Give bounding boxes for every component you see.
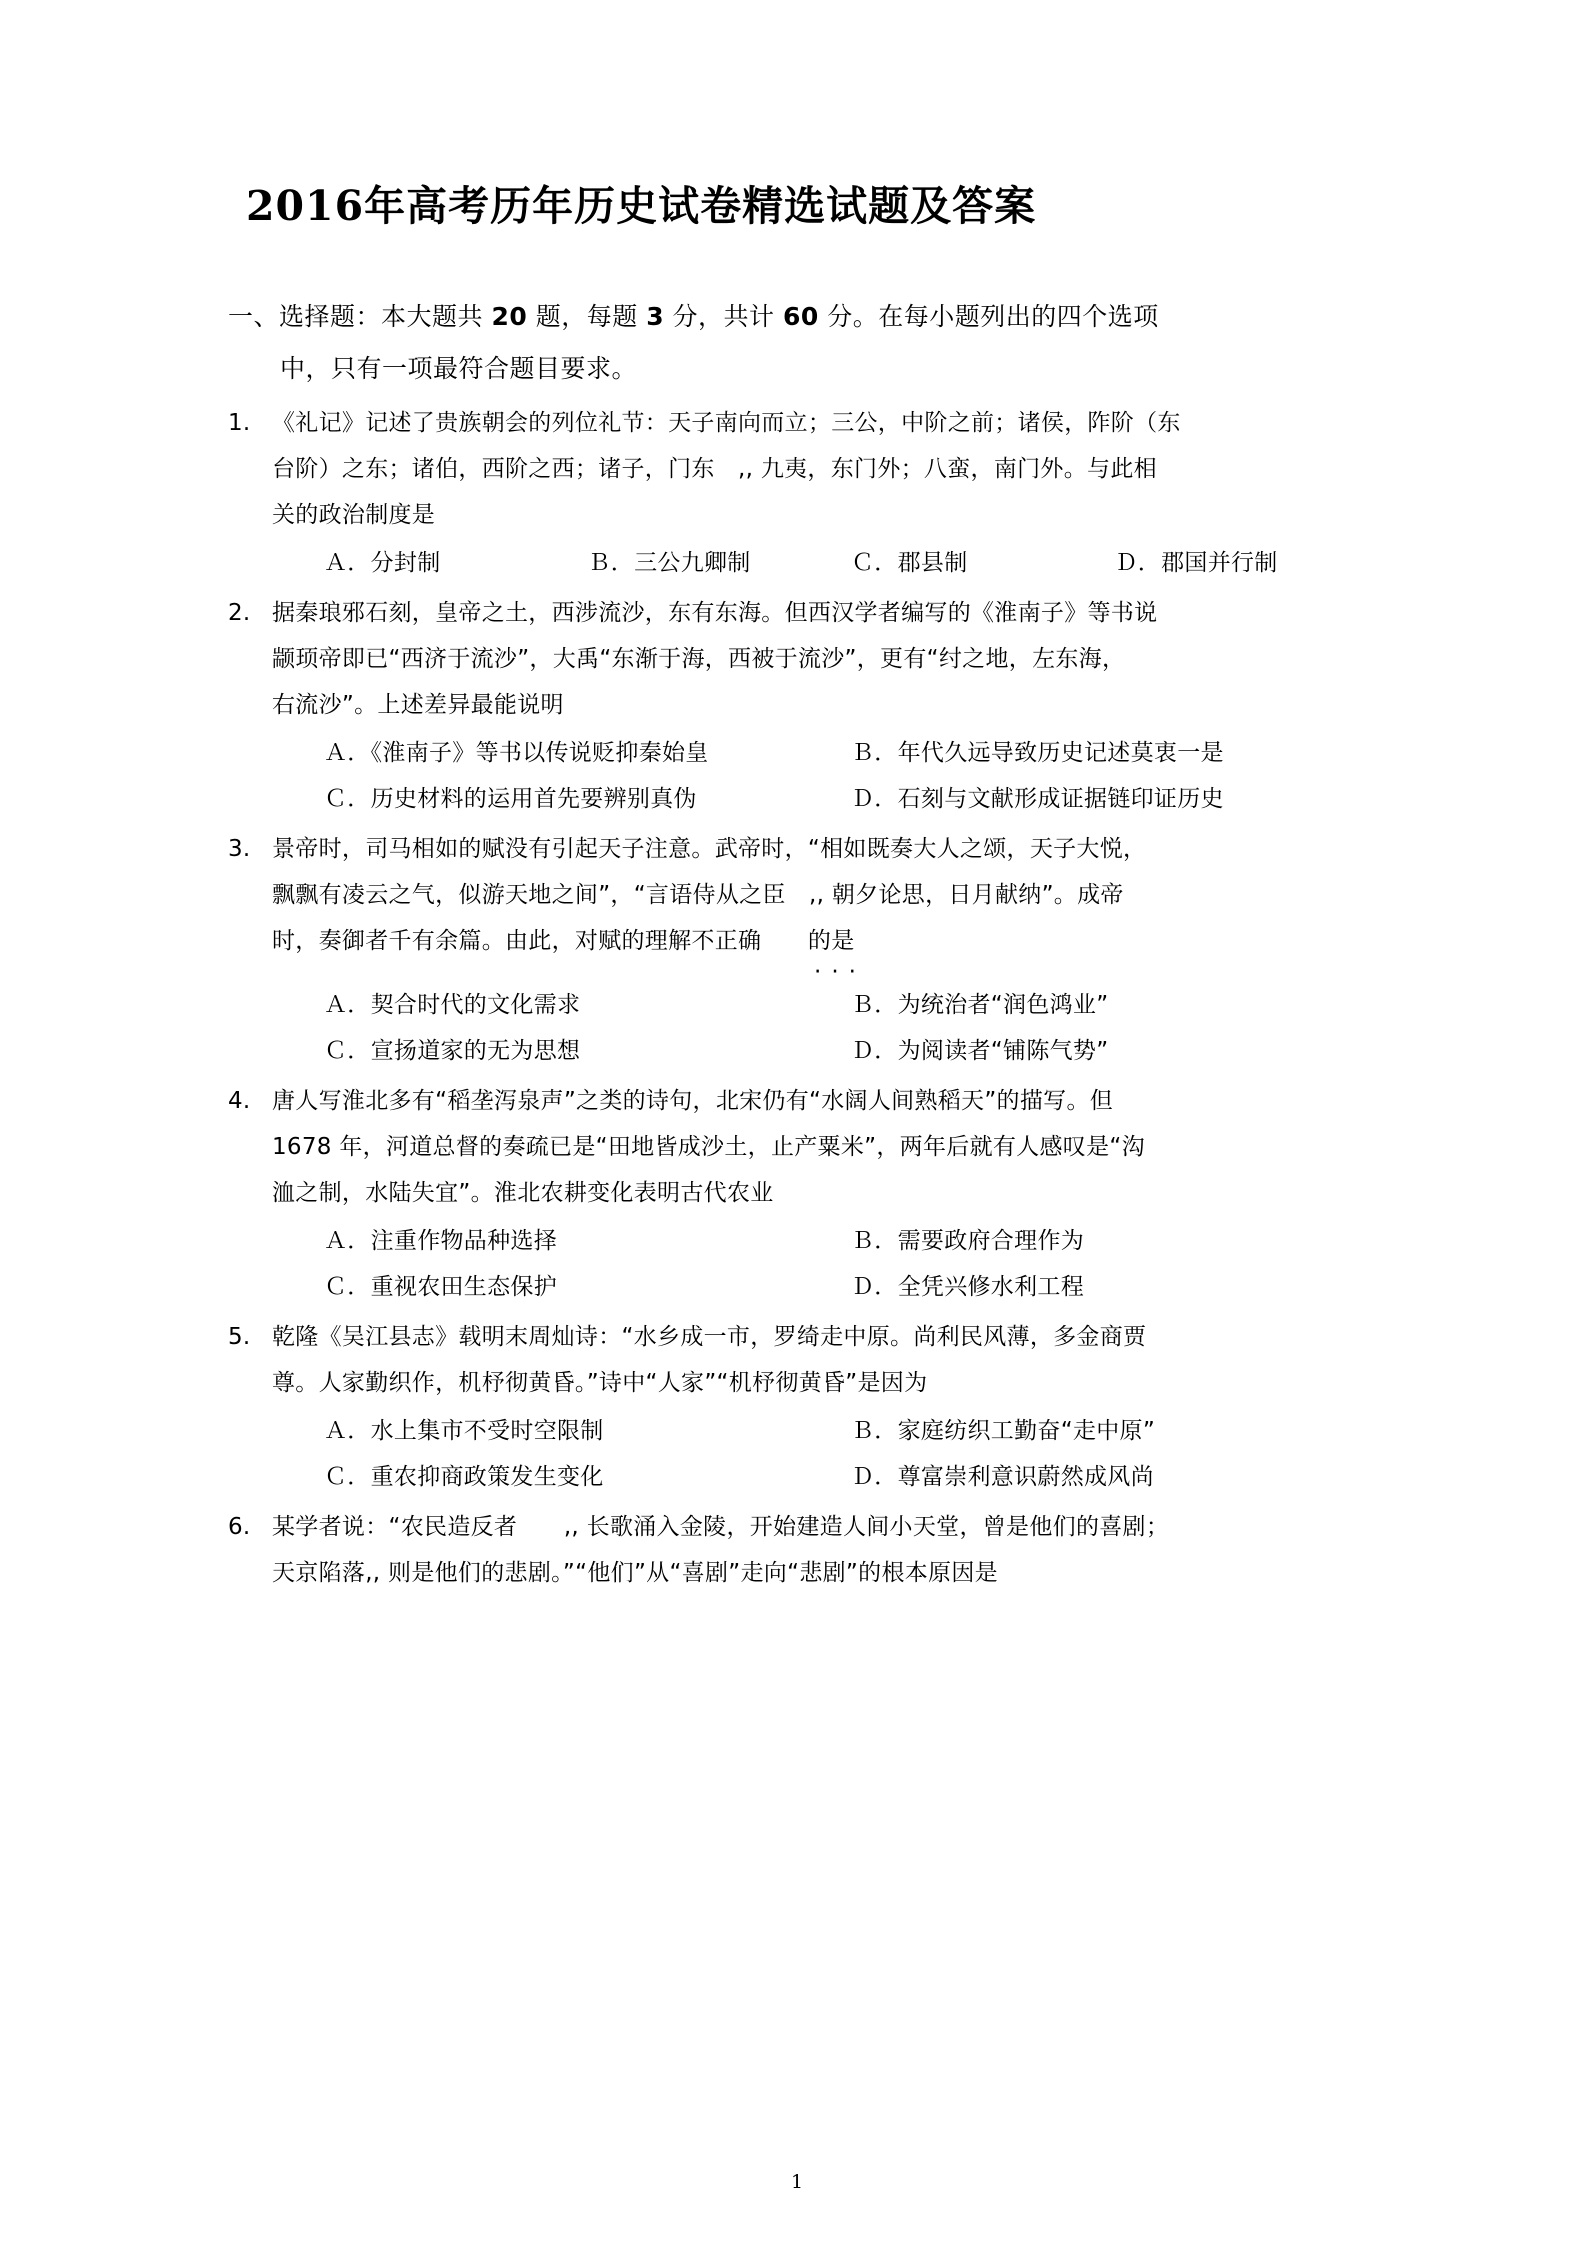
option-c[interactable]: Ｃ．重视农田生态保护 (324, 1273, 557, 1300)
question-line: 台阶）之东；诸伯，西阶之西；诸子，门东 ,, 九夷，东门外；八蛮，南门外。与此相 (272, 455, 1157, 482)
option-a[interactable]: Ａ．分封制 (324, 549, 441, 576)
question-line: 据秦琅邪石刻，皇帝之土，西涉流沙，东有东海。但西汉学者编写的《淮南子》等书说 (272, 599, 1158, 626)
question-line: 某学者说：“农民造反者 ,, 长歌涌入金陵，开始建造人间小天堂，曾是他们的喜剧； (272, 1513, 1170, 1540)
question-text (272, 1504, 1378, 1596)
section-heading-line2: 中，只有一项最符合题目要求。 (280, 353, 638, 383)
section-heading-points-each: 3 (646, 302, 665, 332)
option-b[interactable]: Ｂ．年代久远导致历史记述莫衷一是 (851, 739, 1224, 766)
question-line: 洫之制，水陆失宜”。淮北农耕变化表明古代农业 (272, 1179, 774, 1206)
question-line: 天京陷落,, 则是他们的悲剧。”“他们”从“喜剧”走向“悲剧”的根本原因是 (272, 1559, 998, 1586)
section-heading-count: 20 (491, 302, 528, 332)
option-a[interactable]: Ａ．注重作物品种选择 (324, 1227, 557, 1254)
option-a[interactable]: Ａ．契合时代的文化需求 (324, 991, 581, 1018)
section-heading (228, 291, 1378, 394)
question-line: 1678 年，河道总督的奏疏已是“田地皆成沙土，止产粟米”，两年后就有人感叹是“沟 (272, 1133, 1145, 1160)
option-d[interactable]: Ｄ．为阅读者“铺陈气势” (851, 1037, 1109, 1064)
section-heading-text-d: 分。在每小题列出的四个选项 (827, 302, 1159, 332)
question-line: 尊。人家勤织作，机杼彻黄昏。”诗中“人家”“机杼彻黄昏”是因为 (272, 1369, 928, 1396)
question-stem (228, 590, 1378, 728)
question-number: 1. (228, 409, 251, 436)
question-stem (228, 1314, 1378, 1406)
option-c[interactable]: Ｃ．重农抑商政策发生变化 (324, 1463, 604, 1490)
question-number: 4. (228, 1087, 251, 1114)
question-line: 关的政治制度是 (272, 501, 436, 528)
question-item (228, 590, 1378, 822)
section-heading-points-total: 60 (783, 302, 819, 332)
question-line: 景帝时，司马相如的赋没有引起天子注意。武帝时，“相如既奏大人之颂，天子大悦， (272, 835, 1147, 862)
option-row (272, 540, 1378, 586)
option-row (272, 982, 1378, 1028)
question-text (272, 590, 1378, 728)
option-d[interactable]: Ｄ．郡国并行制 (1114, 549, 1278, 576)
question-text (272, 826, 1378, 985)
question-line: 时，奏御者千有余篇。由此，对赋的理解不正确 的是 (272, 927, 855, 954)
question-stem (228, 826, 1378, 985)
option-d[interactable]: Ｄ．尊富崇利意识蔚然成风尚 (851, 1463, 1154, 1490)
option-row (272, 1264, 1378, 1310)
question-stem (228, 1504, 1378, 1596)
question-stem (228, 400, 1378, 538)
option-c[interactable]: Ｃ．宣扬道家的无为思想 (324, 1037, 581, 1064)
option-row (272, 1218, 1378, 1264)
option-row (272, 1454, 1378, 1500)
option-row (272, 1408, 1378, 1454)
question-number: 6. (228, 1513, 251, 1540)
question-line: 《礼记》记述了贵族朝会的列位礼节：天子南向而立；三公，中阶之前；诸侯，阼阶（东 (272, 409, 1181, 436)
question-line: 颛顼帝即已“西济于流沙”，大禹“东渐于海，西被于流沙”，更有“纣之地，左东海， (272, 645, 1126, 672)
option-row (272, 1028, 1378, 1074)
question-line: 飘飘有凌云之气，似游天地之间”，“言语侍从之臣 ,, 朝夕论思，日月献纳”。成帝 (272, 881, 1124, 908)
option-c[interactable]: Ｃ．郡县制 (851, 549, 968, 576)
question-text (272, 1078, 1378, 1216)
question-options (228, 730, 1378, 822)
question-line: 唐人写淮北多有“稻垄泻泉声”之类的诗句，北宋仍有“水阔人间熟稻天”的描写。但 (272, 1087, 1114, 1114)
option-b[interactable]: Ｂ．家庭纺织工勤奋“走中原” (851, 1417, 1156, 1444)
option-row (272, 730, 1378, 776)
emphasis-dots: ··· (814, 958, 866, 985)
question-line: 乾隆《吴江县志》载明末周灿诗：“水乡成一市，罗绮走中原。尚利民风薄，多金商贾 (272, 1323, 1147, 1350)
option-row (272, 776, 1378, 822)
option-a[interactable]: Ａ．水上集市不受时空限制 (324, 1417, 604, 1444)
question-options (228, 1408, 1378, 1500)
question-options (228, 1218, 1378, 1310)
page-title: 2016年高考历年历史试卷精选试题及答案 (246, 182, 1037, 230)
page-number: 1 (790, 2171, 804, 2193)
question-item (228, 1314, 1378, 1500)
option-b[interactable]: Ｂ．为统治者“润色鸿业” (851, 991, 1109, 1018)
question-number: 3. (228, 835, 251, 862)
option-d[interactable]: Ｄ．全凭兴修水利工程 (851, 1273, 1084, 1300)
option-b[interactable]: Ｂ．三公九卿制 (587, 549, 751, 576)
question-item (228, 400, 1378, 586)
question-item (228, 1078, 1378, 1310)
question-options (228, 982, 1378, 1074)
question-text (272, 1314, 1378, 1406)
question-number: 2. (228, 599, 251, 626)
question-item (228, 826, 1378, 1074)
option-b[interactable]: Ｂ．需要政府合理作为 (851, 1227, 1084, 1254)
section-heading-text-a: 一、选择题：本大题共 (228, 302, 484, 332)
option-a[interactable]: Ａ．《淮南子》等书以传说贬抑秦始皇 (324, 739, 709, 766)
question-item (228, 1504, 1378, 1596)
question-number: 5. (228, 1323, 251, 1350)
section-heading-text-b: 题，每题 (535, 302, 638, 332)
question-options (228, 540, 1378, 586)
question-stem (228, 1078, 1378, 1216)
question-text (272, 400, 1378, 538)
option-d[interactable]: Ｄ．石刻与文献形成证据链印证历史 (851, 785, 1224, 812)
document-content (228, 180, 1378, 1600)
option-c[interactable]: Ｃ．历史材料的运用首先要辨别真伪 (324, 785, 697, 812)
question-line: 右流沙”。上述差异最能说明 (272, 691, 564, 718)
section-heading-text-c: 分，共计 (672, 302, 775, 332)
